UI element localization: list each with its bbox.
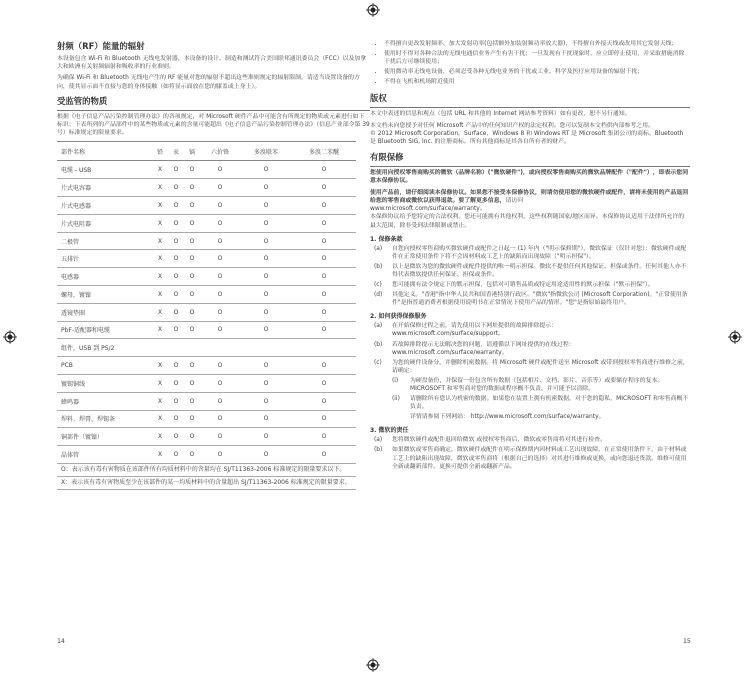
list-item-text (392, 245, 690, 261)
list-item-text (410, 395, 690, 411)
table-cell: O (292, 357, 356, 375)
copyright-heading: 版权 (370, 93, 387, 104)
table-cell-part-name: PCB (57, 357, 152, 375)
table-cell: O (184, 214, 200, 232)
table-cell-part-name: 晶体管 (57, 446, 152, 464)
table-cell: O (292, 161, 356, 179)
list-item-text (392, 322, 557, 338)
table-row (57, 232, 356, 250)
table-cell: O (292, 410, 356, 428)
table-cell: O (292, 392, 356, 410)
table-cell (168, 339, 184, 357)
table-cell-part-name: PbF-适配器和电缆 (57, 321, 152, 339)
table-cell: X (152, 374, 168, 392)
table-cell: O (200, 214, 240, 232)
table-cell: O (200, 446, 240, 464)
legend-o: O：表示该有毒有害物质在该部件所有均质材料中的含量均在 SJ/T11363-2006 标准规定的限量要求以下。 (57, 464, 356, 477)
radio-rules-list (370, 40, 690, 86)
table-cell: O (292, 286, 356, 304)
list-item (370, 377, 690, 393)
table-cell: O (292, 446, 356, 464)
list-item-label: (b) (374, 447, 383, 454)
table-cell: O (240, 410, 292, 428)
table-cell: O (184, 179, 200, 197)
list-item-label: (ii) (392, 396, 400, 403)
list-item-label: (b) (374, 341, 383, 348)
list-item-label: (c) (374, 359, 382, 366)
table-row (57, 339, 356, 357)
table-cell: O (200, 197, 240, 215)
table-cell: X (152, 268, 168, 286)
list-item-body: 如果微软或零售商确定，微软硬件或配件在明示保修期内因材料或工艺出现故障，在正常使用条件下，由于材料或工艺上的缺陷出现故障，微软或零售商将（根据自己的选择）对其进行维修或更换，或向您退还货款。维修可使用全新或翻新部件。更换可提供全新或翻新产品。 (392, 447, 687, 470)
divider (370, 166, 690, 167)
table-row (57, 179, 356, 197)
table-cell: O (240, 250, 292, 268)
table-row (57, 392, 356, 410)
hazardous-substances-table (57, 141, 356, 464)
table-cell: O (240, 392, 292, 410)
table-cell: O (184, 286, 200, 304)
list-item (370, 436, 690, 444)
table-row (57, 268, 356, 286)
table-cell: O (200, 410, 240, 428)
list-item (370, 281, 690, 289)
table-cell: O (184, 161, 200, 179)
list-item (370, 446, 690, 470)
table-cell-part-name: 二极管 (57, 232, 152, 250)
hazard-paragraph: 根据《电子信息产品污染控制管理办法》的各项规定，对 Microsoft 硬件产品中可能含有所规定的物质或元素进行如下标识：下表所列的产品部件中的某些物质或元素的含量可能超出《电子信息产品污染控制管理办法》（信息产业部令第 39 号）标准规定的限量要求。 (57, 113, 370, 137)
table-cell: X (152, 214, 168, 232)
table-row (57, 428, 356, 446)
table-cell (292, 339, 356, 357)
list-item (370, 263, 690, 279)
table-cell: X (152, 392, 168, 410)
table-cell-part-name: 螺母，镀镍 (57, 286, 152, 304)
warranty-paragraph-2 (370, 189, 690, 214)
table-row (57, 446, 356, 464)
table-cell (184, 339, 200, 357)
table-cell (152, 339, 168, 357)
table-header: 多溴二苯醚 (292, 142, 356, 161)
table-row (57, 410, 356, 428)
table-cell: O (184, 446, 200, 464)
table-cell: O (200, 268, 240, 286)
table-cell (200, 339, 240, 357)
table-row (57, 303, 356, 321)
table-cell: X (152, 303, 168, 321)
table-row (57, 321, 356, 339)
table-cell: X (152, 357, 168, 375)
table-cell-part-name: 五排针 (57, 250, 152, 268)
section-2-title: 2. 如何获得保修服务 (370, 313, 427, 321)
list-item: • 使用时不得对各种合法的无线电通信业务产生有害干扰；一旦发现有干扰现象时，应立即停止使用，并采取措施消除干扰后方可继续使用； (384, 50, 690, 66)
table-cell-part-name: 透镜垫圈 (57, 303, 152, 321)
table-row (57, 250, 356, 268)
table-cell: O (200, 321, 240, 339)
table-cell: O (200, 303, 240, 321)
list-item-body: 其他定义。"香港"指中华人民共和国香港特别行政区。"微软"指微软公司 (Microsoft Corporation)。"正常使用条件"是指普通消费者根据使用说明书在正常情况下使用产品的情形。"您"是指原始最终用户。 (392, 292, 688, 307)
list-item-body: 若故障排除提示无法解决您的问题，请遵循以下网址提供的在线过程： (392, 341, 575, 348)
table-cell: O (184, 392, 200, 410)
rf-paragraph-1: 本设备包含 Wi-Fi 和 Bluetooth 无线电发射器，本设备的设计、制造和测试符合美国联邦通讯委员会（FCC）以及加拿大和欧洲有关射频辐射和吸收率的行业准则。 (57, 56, 367, 71)
page-number-right: 15 (683, 638, 691, 645)
table-cell: X (152, 232, 168, 250)
list-item (370, 341, 690, 357)
table-cell: O (168, 374, 184, 392)
table-cell: O (292, 179, 356, 197)
list-item-text (392, 436, 606, 444)
table-cell: O (240, 179, 292, 197)
table-cell: O (168, 286, 184, 304)
list-item-label: (a) (374, 323, 383, 330)
list-item-label: (a) (374, 245, 383, 252)
list-item (370, 322, 690, 338)
list-item: • 不得在飞机和机场附近使用 (384, 78, 690, 86)
registration-mark-right (728, 330, 742, 344)
table-cell: O (168, 428, 184, 446)
table-cell: X (152, 286, 168, 304)
table-cell: X (152, 321, 168, 339)
table-header: 部件名称 (57, 142, 152, 161)
list-item-url-link[interactable]: www.microsoft.com/surface/support。 (392, 331, 504, 338)
table-cell: O (292, 428, 356, 446)
list-item-body: 自您向授权零售商购买微软硬件或配件之日起一 (1) 年内（"明示保修期"），微软保证（仅针对您）：微软硬件或配件在正常使用条件下将不会因材料或工艺上的缺陷而出现故障（"明示担保"）。 (392, 245, 687, 260)
table-cell: O (168, 321, 184, 339)
list-item-label: (d) (374, 292, 383, 299)
table-cell: O (200, 179, 240, 197)
left-page (57, 40, 370, 490)
table-cell: O (292, 197, 356, 215)
table-cell: O (184, 197, 200, 215)
registration-mark-top (366, 3, 380, 17)
legend-x: X：表示该有毒有害物质至少在该部件的某一均质材料中的含量超出 SJ/T11363-2006 标准规定的限量要求。 (57, 477, 356, 490)
table-header: 汞 (168, 142, 184, 161)
table-cell: O (200, 250, 240, 268)
table-cell-part-name: 片式电感器 (57, 197, 152, 215)
table-cell: O (240, 268, 292, 286)
table-cell: O (168, 357, 184, 375)
table-cell: O (200, 232, 240, 250)
table-cell: O (168, 232, 184, 250)
table-cell: O (168, 250, 184, 268)
table-cell-part-name: 组件，USB 到 PS/2 (57, 339, 152, 357)
table-cell: O (168, 214, 184, 232)
table-cell: O (184, 428, 200, 446)
table-cell-part-name: 蜂鸣器 (57, 392, 152, 410)
table-row (57, 161, 356, 179)
table-cell: O (292, 250, 356, 268)
table-cell: O (168, 410, 184, 428)
warranty-paragraph-3: 本保修协议给予您特定的合法权利。您还可能拥有其他权利，这些权利随国家/地区而异。本保修协议适用于法律所允许的最大范围，除非受到法律限制或禁止。 (370, 214, 685, 229)
section-3-title: 3. 微软的责任 (370, 427, 409, 435)
table-header: 铅 (152, 142, 168, 161)
list-item-text (392, 341, 575, 357)
table-cell: O (240, 161, 292, 179)
list-item: • 使用微功率无线电设备，必须忍受各种无线电业务的干扰或工业、科学及医疗应用设备的辐射干扰； (384, 68, 690, 76)
page-number-left: 14 (57, 638, 65, 645)
table-cell: O (184, 303, 200, 321)
table-header: 六价铬 (200, 142, 240, 161)
list-item (370, 395, 690, 411)
table-cell (240, 339, 292, 357)
rf-paragraph-2: 为确保 Wi-Fi 和 Bluetooth 无线电产生的 RF 能量对您的辐射不超出这些准则规定的辐射限制，请适当设置设备的方向，使其显示面不直接与您的身体接触（如将显示面放在您的膝盖或上身上）。 (57, 75, 360, 90)
table-cell: O (292, 232, 356, 250)
table-cell: O (240, 286, 292, 304)
warranty-bold-paragraph-2: 使用产品前，请仔细阅读本保修协议。如果您不接受本保修协议，则请勿使用您的微软硬件或配件，请将未使用的产品退回给您的零售商或微软以获得退款。要了解更多信息， (370, 189, 689, 204)
table-cell: O (184, 232, 200, 250)
table-cell-part-name: 镀锡铜线 (57, 374, 152, 392)
table-row (57, 214, 356, 232)
table-cell: O (168, 268, 184, 286)
list-item (370, 291, 690, 307)
table-cell: O (200, 374, 240, 392)
list-item-body: 您可能拥有法令规定下的默示担保，包括对可销售品质或特定用途适用性的默示担保（"默示担保"）。 (392, 282, 654, 289)
table-cell: O (200, 286, 240, 304)
registration-mark-bottom (366, 658, 380, 672)
table-cell: X (152, 179, 168, 197)
divider (370, 107, 690, 108)
table-cell: O (184, 321, 200, 339)
list-item-label: (c) (374, 282, 382, 289)
table-cell: O (240, 321, 292, 339)
table-cell: X (152, 197, 168, 215)
table-cell: O (292, 214, 356, 232)
table-cell: O (292, 374, 356, 392)
list-item-text (392, 263, 690, 279)
table-cell: O (292, 303, 356, 321)
list-item-body: 为硬盘备份，并保留一份包含所有数据（包括相片、文档、影片、音乐等）或要储存程序的复本。MICROSOFT 和零售商对您的数据或程序概不负责，并可能予以清除。 (410, 377, 664, 393)
table-header-row (57, 142, 356, 161)
list-item-label: (i) (392, 377, 399, 384)
table-cell: O (240, 197, 292, 215)
section-2-detail-text: 详情请参阅下列网站： http://www.microsoft.com/surface/warranty。 (410, 414, 605, 421)
list-item (370, 359, 690, 375)
table-header: 镉 (184, 142, 200, 161)
list-item-body: 在开始保修过程之前，请先使用以下网址提供的故障排除提示： (392, 323, 557, 330)
table-cell: O (240, 428, 292, 446)
rf-heading: 射频（RF）能量的辐射 (57, 41, 145, 51)
table-cell: O (168, 197, 184, 215)
list-item-text (392, 359, 690, 375)
table-cell: O (168, 179, 184, 197)
table-cell-part-name: 焊料、焊膏、焊锡条 (57, 410, 152, 428)
table-cell: O (168, 446, 184, 464)
table-cell-part-name: 片式电阻器 (57, 214, 152, 232)
list-item-body: 为您的硬件设备分，并删除机密数据。将 Microsoft 硬件或配件送至 Microsoft 或带到授权零售商进行维修之前，请确定： (392, 359, 689, 374)
list-item: • 不得擅自更改发射频率、加大发射功率(包括额外加装射频功率放大器)，不得擅自外接天线或改用其它发射天线； (384, 40, 690, 48)
list-item-body: 以上是微软为您的微软硬件或配件提供的唯一明示担保。微软不提供任何其他保证、担保或条件。任何其他人亦不得代表微软提供任何保证、担保或条件。 (392, 263, 687, 278)
table-cell: O (168, 161, 184, 179)
table-cell: O (200, 357, 240, 375)
copyright-paragraph-1: 本文中表述的信息和观点（包括 URL 和其他的 Internet 网站参考资料）如有更改，恕不另行通知。 (370, 111, 631, 118)
table-cell: O (184, 357, 200, 375)
table-cell: X (152, 410, 168, 428)
warranty-visit-text: 请访问 (505, 197, 524, 204)
table-cell: O (240, 214, 292, 232)
list-item-body: 您将微软硬件或配件退回给微软 或授权零售商后，微软或零售商将对其进行检查。 (392, 437, 606, 444)
section-1-title: 1. 保修条款 (370, 235, 403, 243)
table-cell: O (200, 428, 240, 446)
warranty-url-link[interactable]: www.microsoft.com/surface/warranty。 (370, 206, 486, 213)
table-cell: O (168, 392, 184, 410)
table-cell: O (184, 410, 200, 428)
table-row (57, 357, 356, 375)
table-cell: X (152, 161, 168, 179)
table-cell: O (168, 303, 184, 321)
table-cell: O (184, 268, 200, 286)
list-item-label: (b) (374, 263, 383, 270)
table-cell-part-name: 电感器 (57, 268, 152, 286)
table-cell: O (240, 303, 292, 321)
warranty-heading: 有限保修 (370, 152, 404, 163)
registration-mark-left (3, 330, 17, 344)
table-row (57, 197, 356, 215)
table-cell: O (184, 250, 200, 268)
table-row (57, 286, 356, 304)
table-row (57, 374, 356, 392)
list-item-url-link[interactable]: www.microsoft.com/surface/warranty。 (392, 349, 508, 356)
table-cell: O (184, 374, 200, 392)
list-item-text (392, 281, 654, 289)
table-cell: O (200, 161, 240, 179)
list-item-text (392, 291, 690, 307)
section-2-detail (370, 413, 690, 421)
right-page (370, 40, 690, 473)
table-cell: O (240, 232, 292, 250)
table-cell: O (200, 392, 240, 410)
table-cell: O (292, 268, 356, 286)
list-item-text (392, 446, 690, 470)
list-item-text (410, 377, 690, 393)
warranty-bold-paragraph-1: 您使用向授权零售商购买的微软（品牌名称）("微软硬件")，或向授权零售商购买的微软品牌配件（"配件"），即表示您同意本保修协议。 (370, 170, 689, 185)
divider (57, 110, 370, 111)
table-cell-part-name: 铜部件（镀镍） (57, 428, 152, 446)
list-item-label: (a) (374, 437, 383, 444)
table-cell: O (240, 446, 292, 464)
table-cell: O (240, 374, 292, 392)
copyright-paragraph-3: © 2012 Microsoft Corporation。Surface、Windows 8 和 Windows RT 是 Microsoft 集团公司的商标。Bluetooth 是 Bluetooth SIG, Inc. 的注册商标。所有其他商标是其各自所有者的财产。 (370, 130, 684, 146)
table-cell: X (152, 446, 168, 464)
copyright-paragraph-2: 本文档未向您授予对任何 Microsoft 产品中的任何知识产权的法定权利。您可以复制本文档供内部参考之用。 (370, 122, 654, 129)
list-item (370, 245, 690, 261)
table-cell: O (292, 321, 356, 339)
list-item-body: 请删除所有您认为机密的数据。如果您在装置上拥有机密数据，对于您的隐私，MICROSOFT 和零售商概不负责。 (410, 396, 689, 411)
table-header: 多溴联苯 (240, 142, 292, 161)
hazard-heading: 受监管的物质 (57, 95, 108, 106)
table-cell-part-name: 片式电容器 (57, 179, 152, 197)
table-cell: X (152, 428, 168, 446)
table-cell: X (152, 250, 168, 268)
table-cell-part-name: 电缆 - USB (57, 161, 152, 179)
table-cell: O (240, 357, 292, 375)
